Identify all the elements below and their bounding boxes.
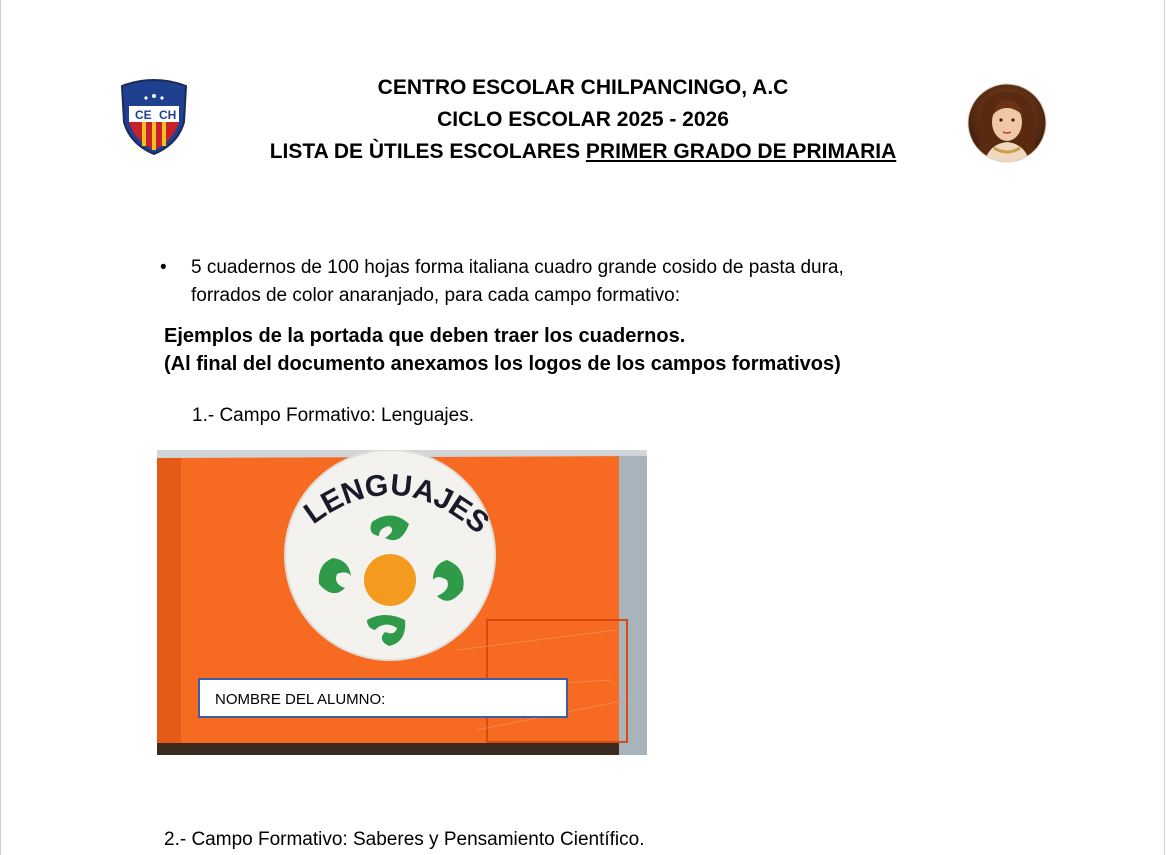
list-title-prefix: LISTA DE ÙTILES ESCOLARES [269, 140, 586, 163]
examples-note [164, 322, 1064, 378]
item-line-1: 5 cuadernos de 100 hojas forma italiana cuadro grande cosido de pasta dura, [191, 257, 844, 278]
item-line-2: forrados de color anaranjado, para cada campo formativo: [191, 285, 680, 306]
cover-logo-text: LENGUAJES [298, 468, 496, 541]
list-title [200, 136, 966, 168]
crest-letters-right: CH [159, 108, 177, 122]
page-edge-right [1164, 0, 1165, 855]
crest-letters-left: CE [135, 108, 152, 122]
grade-title: PRIMER GRADO DE PRIMARIA [585, 140, 897, 163]
notebook-cover-photo [157, 450, 647, 755]
school-crest-icon [118, 78, 190, 156]
document-header [200, 72, 966, 168]
campo-formativo-2: 2.- Campo Formativo: Saberes y Pensamiento Científico. [164, 829, 645, 850]
saint-portrait-icon [966, 82, 1048, 164]
student-name-label: NOMBRE DEL ALUMNO: [215, 691, 386, 708]
school-cycle: CICLO ESCOLAR 2025 - 2026 [437, 108, 729, 131]
bullet-dot: • [160, 257, 167, 278]
school-name: CENTRO ESCOLAR CHILPANCINGO, A.C [377, 76, 789, 99]
examples-line-2: (Al final del documento anexamos los logos de los campos formativos) [164, 353, 841, 375]
page-edge-left [0, 0, 1, 855]
student-name-box [198, 678, 568, 718]
campo-formativo-1: 1.- Campo Formativo: Lenguajes. [192, 405, 474, 426]
examples-line-1: Ejemplos de la portada que deben traer los cuadernos. [164, 325, 686, 347]
